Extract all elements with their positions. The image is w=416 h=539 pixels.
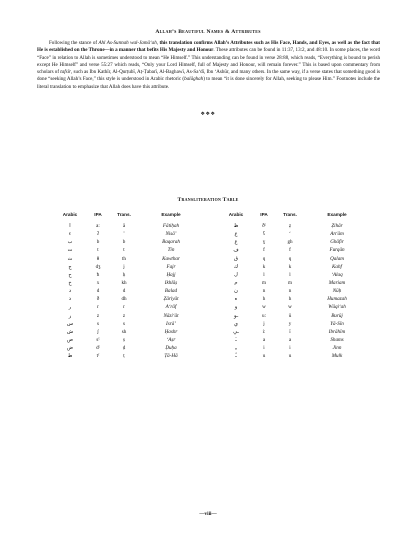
transliteration: n: [288, 288, 292, 295]
ipa-symbol: j: [263, 320, 265, 327]
table-row: [226, 263, 376, 271]
table-header-row: [226, 211, 376, 222]
header-ipa: IPA: [94, 212, 102, 217]
table-row: [226, 295, 376, 303]
ipa-symbol: d: [96, 288, 100, 295]
table-row: [60, 238, 210, 246]
arabic-letter: ـي: [233, 328, 239, 335]
arabic-letter: ض: [66, 345, 74, 352]
example-word: Isrā’: [166, 320, 176, 327]
ipa-symbol: m: [262, 279, 266, 286]
table-row: [226, 336, 376, 344]
paragraph-italic-term: balāghah: [184, 76, 204, 83]
arabic-letter: ذ: [68, 296, 72, 303]
example-word: Qalam: [330, 255, 344, 262]
arabic-letter: ـُ: [235, 353, 237, 360]
ipa-symbol: a:: [96, 223, 100, 229]
example-word: Nāzi‘āt: [163, 312, 179, 319]
transliteration: s: [123, 320, 125, 327]
paragraph-italic-term: Ahl As-Sunnah wal-Jamā‘ah: [98, 40, 157, 46]
arabic-letter: ش: [66, 328, 74, 335]
arabic-letter: ح: [68, 271, 72, 278]
transliteration: ṣ: [123, 336, 125, 343]
table-row: [226, 312, 376, 320]
example-word: An‘ām: [330, 231, 344, 238]
ipa-symbol: sˤ: [96, 336, 100, 343]
example-word: Mariam: [328, 279, 346, 286]
example-word: Ḥashr: [164, 328, 178, 335]
transliteration: k: [288, 263, 292, 270]
example-word: Humazah: [327, 296, 347, 303]
transliteration: l: [289, 271, 291, 278]
arabic-letter: ـِ: [235, 345, 237, 352]
arabic-letter: ب: [67, 239, 73, 246]
table-row: [60, 230, 210, 238]
transliteration: ‘: [289, 231, 291, 238]
transliteration: ā: [122, 223, 126, 229]
arabic-letter: م: [234, 279, 238, 286]
transliteration: ū: [288, 312, 292, 319]
header-arabic: Arabic: [228, 212, 244, 217]
transliteration: j: [123, 263, 125, 270]
header-trans: Trans.: [117, 212, 131, 217]
arabic-letter: ي: [234, 320, 238, 327]
transliteration: b: [122, 239, 126, 246]
transliteration: i: [289, 345, 291, 352]
arabic-letter: ث: [67, 255, 73, 262]
transliteration: t: [123, 247, 125, 254]
ipa-symbol: s: [97, 320, 99, 327]
arabic-letter: ع: [234, 231, 238, 238]
arabic-letter: و: [234, 304, 238, 311]
ipa-symbol: n: [262, 288, 266, 295]
paragraph-italic-term: tafsīr: [60, 69, 71, 76]
arabic-letter: خ: [68, 279, 72, 286]
ipa-symbol: x: [96, 279, 100, 286]
table-row: [60, 246, 210, 254]
ipa-symbol: b: [96, 239, 100, 246]
example-word: Fajr: [166, 263, 176, 270]
header-arabic: Arabic: [62, 212, 78, 217]
transliteration: ḍ: [122, 345, 126, 352]
header-example: Example: [161, 212, 181, 217]
example-word: Nūḥ: [332, 288, 342, 295]
ipa-symbol: ðˤ: [262, 223, 266, 229]
arabic-letter: ن: [234, 288, 238, 295]
table-row: [226, 238, 376, 246]
example-word: ‘Alaq: [331, 271, 343, 278]
arabic-letter: د: [68, 288, 72, 295]
transliteration: ṭ: [123, 353, 125, 360]
transliteration: ī: [289, 328, 291, 335]
ipa-symbol: w: [262, 304, 266, 311]
arabic-letter: ج: [68, 263, 72, 270]
transliteration: z: [122, 312, 126, 319]
ipa-symbol: ħ: [96, 271, 100, 278]
table-row: [226, 328, 376, 336]
arabic-letter: ل: [234, 271, 238, 278]
ipa-symbol: ð: [96, 296, 100, 303]
example-word: Ṭā-Hā: [164, 353, 178, 360]
ipa-symbol: tˤ: [96, 353, 100, 360]
ipa-symbol: u: [262, 353, 266, 360]
ipa-symbol: l: [263, 271, 265, 278]
example-word: Ghāfir: [330, 239, 344, 246]
table-row: [226, 279, 376, 287]
table-body-right: [226, 222, 376, 360]
example-word: Jinn: [332, 345, 342, 352]
example-word: Fātiḥah: [162, 223, 180, 229]
transliteration: m: [288, 279, 292, 286]
section-ornament: ❖❖❖: [200, 112, 216, 117]
example-word: ‘Aṣr: [166, 336, 176, 343]
arabic-letter: ص: [66, 336, 74, 343]
attributes-paragraph: [37, 40, 380, 91]
example-word: Shams: [330, 336, 344, 343]
ipa-symbol: t: [97, 247, 99, 254]
table-row: [60, 352, 210, 360]
header-example: Example: [327, 212, 347, 217]
arabic-letter: س: [66, 320, 74, 327]
transliteration: th: [122, 255, 126, 262]
transliteration: dh: [121, 296, 127, 303]
arabic-letter: ـو: [233, 312, 239, 319]
table-row: [60, 320, 210, 328]
transliteration: f: [289, 247, 291, 254]
table-row: [226, 230, 376, 238]
arabic-letter: ت: [67, 247, 73, 254]
table-row: [226, 287, 376, 295]
example-word: Kawthar: [162, 255, 180, 262]
header-ipa: IPA: [260, 212, 268, 217]
paragraph-text: Following the stance of: [49, 40, 99, 46]
example-word: Ḥajj: [166, 271, 176, 278]
example-word: Mulk: [331, 353, 343, 360]
paragraph-text: . These attributes can be found in 11:37, 13:2, and 48:10. In some places, the word “Face” in relation to Allah is sometimes understood to mean “He Himself.” This understanding can be found in verse 28:88, which reads, “Everything is bound to perish except He Himself” and verse 55:27 which reads, “Only your Lord Himself, full of Majesty and Honour, will remain forever.” This is based upon commentary from scholars of: [37, 47, 380, 76]
example-word: Kahf: [332, 263, 342, 270]
transliteration: h: [288, 296, 292, 303]
table-row: [60, 295, 210, 303]
table-row: [60, 222, 210, 230]
table-row: [60, 287, 210, 295]
table-row: [226, 255, 376, 263]
table-row: [60, 328, 210, 336]
paragraph-text: ,: [156, 40, 160, 46]
ipa-symbol: u:: [262, 312, 266, 319]
ipa-symbol: ʕ: [262, 231, 266, 238]
table-row: [60, 255, 210, 263]
ipa-symbol: q: [262, 255, 266, 262]
example-word: Tīn: [167, 247, 175, 254]
transliteration: u: [288, 353, 292, 360]
transliteration: r: [123, 304, 125, 311]
arabic-letter: ـَ: [235, 336, 237, 343]
ipa-symbol: ʃ: [97, 328, 99, 335]
ipa-symbol: i:: [262, 328, 266, 335]
transliteration-table-left: [60, 211, 210, 360]
ipa-symbol: ɣ: [262, 239, 266, 246]
arabic-letter: غ: [234, 239, 238, 246]
transliteration: y: [288, 320, 292, 327]
table-header-row: [60, 211, 210, 222]
table-body-left: [60, 222, 210, 360]
example-word: Ẓihār: [331, 223, 343, 229]
ipa-symbol: f: [263, 247, 265, 254]
table-row: [226, 303, 376, 311]
header-trans: Trans.: [283, 212, 297, 217]
page-number: —viii—: [199, 511, 217, 517]
example-word: Ḍuḥa: [165, 345, 177, 352]
table-row: [226, 320, 376, 328]
table-row: [60, 312, 210, 320]
ipa-symbol: r: [97, 304, 99, 311]
arabic-letter: ه: [234, 296, 238, 303]
transliteration: d: [122, 288, 126, 295]
ipa-symbol: a: [262, 336, 266, 343]
transliteration: sh: [121, 328, 127, 335]
table-row: [226, 344, 376, 352]
paragraph-text: ) to mean “it is done sincerely for Allah, seeking to please Him.” Footnotes include the literal translation to emphasize that Allah does have this attribute.: [37, 76, 380, 90]
ipa-symbol: k: [262, 263, 266, 270]
table-row: [226, 271, 376, 279]
arabic-letter: ء: [68, 231, 72, 238]
ipa-symbol: z: [96, 312, 100, 319]
paragraph-text: , such as Ibn Kathīr, Al-Qurṭubī, Aṭ-Ṭabarī, Al-Baghawī, As-Sa‘dī, Ibn ‘Ashūr, and many others. In the same way, if a verse states that something good is done “seeking Allah’s Face,” this style is understood in Arabic rhetoric (: [37, 69, 381, 83]
ipa-symbol: h: [262, 296, 266, 303]
arabic-letter: ر: [68, 304, 72, 311]
example-word: Burūj: [331, 312, 343, 319]
arabic-letter: ز: [68, 312, 72, 319]
section-title: Allah’s Beautiful Names & Attributes: [155, 29, 261, 35]
ipa-symbol: θ: [96, 255, 100, 262]
table-row: [60, 271, 210, 279]
ipa-symbol: dˤ: [96, 345, 100, 352]
transliteration: q: [288, 255, 292, 262]
example-word: Ibrāhīm: [328, 328, 346, 335]
example-word: A‘rāf: [165, 304, 177, 311]
arabic-letter: ف: [233, 247, 239, 254]
example-word: Furqān: [329, 247, 345, 254]
arabic-letter: ط: [67, 353, 73, 360]
transliteration-table-right: [226, 211, 376, 360]
table-row: [226, 246, 376, 254]
table-row: [60, 263, 210, 271]
table-row: [60, 303, 210, 311]
arabic-letter: ظ: [233, 223, 239, 229]
ipa-symbol: dʒ: [95, 263, 101, 270]
arabic-letter: ا: [69, 223, 71, 229]
table-row: [226, 352, 376, 360]
transliteration: ’: [123, 231, 125, 238]
paragraph-bold-statement: this translation confirms Allah’s Attributes such as His Face, Hands, and Eyes, as well as the fact that He is established on the Throne—in a manner that befits His Majesty and Honour: [37, 40, 380, 54]
arabic-letter: ق: [234, 255, 238, 262]
example-word: Balad: [164, 288, 178, 295]
transliteration: ḥ: [122, 271, 126, 278]
ipa-symbol: i: [263, 345, 265, 352]
transliteration: w: [288, 304, 292, 311]
table-row: [60, 279, 210, 287]
transliteration: kh: [121, 279, 127, 286]
arabic-letter: ك: [233, 263, 239, 270]
table-title: Transliteration Table: [177, 197, 239, 203]
table-row: [60, 344, 210, 352]
transliteration: gh: [287, 239, 293, 246]
table-row: [60, 336, 210, 344]
example-word: Ikhlāṣ: [164, 279, 178, 286]
table-row: [226, 222, 376, 230]
example-word: Wāqi‘ah: [328, 304, 346, 311]
ipa-symbol: ʔ: [96, 231, 100, 238]
example-word: Baqarah: [162, 239, 180, 246]
example-word: Yā-Sīn: [330, 320, 344, 327]
example-word: Ẓāriyāt: [163, 296, 179, 303]
example-word: Nisā’: [165, 231, 177, 238]
transliteration: a: [288, 336, 292, 343]
transliteration: ẓ: [288, 223, 292, 229]
